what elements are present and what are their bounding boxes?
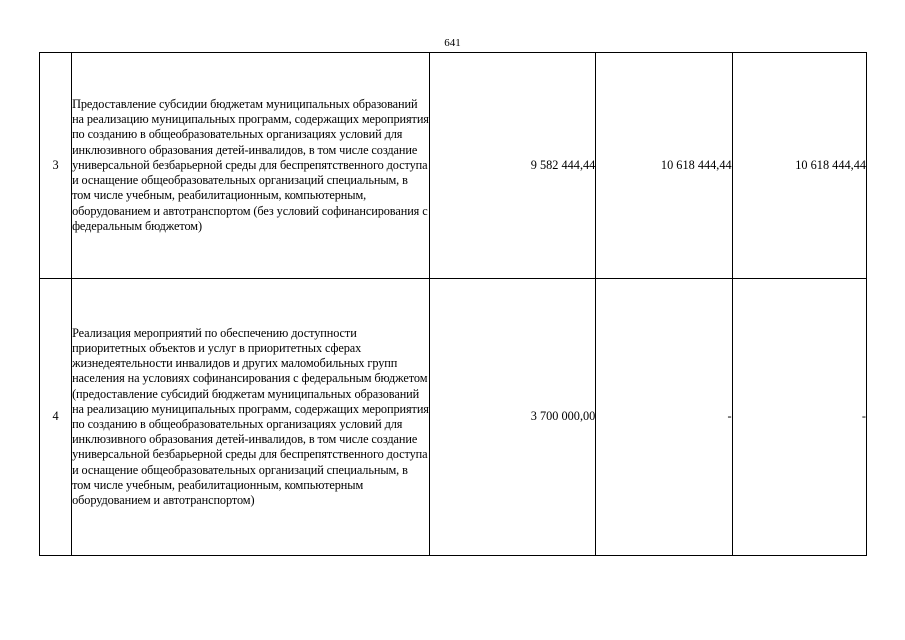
budget-table [39, 52, 867, 556]
page-number: 641 [444, 37, 461, 49]
table-row [40, 53, 867, 279]
table-row [40, 279, 867, 556]
row-value-1: 3 700 000,00 [429, 279, 595, 556]
row-value-1: 9 582 444,44 [429, 53, 595, 279]
row-value-3: 10 618 444,44 [732, 53, 866, 279]
row-number: 4 [40, 279, 72, 556]
row-description: Реализация мероприятий по обеспечению доступности приоритетных объектов и услуг в приоритетных сферах жизнедеятельности инвалидов и других маломобильных групп населения на условиях софинансирования с федеральным бюджетом (предоставление субсидий бюджетам муниципальных образований на реализацию муниципальных программ, содержащих мероприятия по созданию в общеобразовательных организациях условий для инклюзивного образования детей-инвалидов, в том числе создание универсальной безбарьерной среды для беспрепятственного доступа и оснащение общеобразовательных организаций специальным, в том числе учебным, реабилитационным, компьютерным оборудованием и автотранспортом) [72, 279, 430, 556]
row-number: 3 [40, 53, 72, 279]
row-description: Предоставление субсидии бюджетам муниципальных образований на реализацию муниципальных программ, содержащих мероприятия по созданию в общеобразовательных организациях условий для инклюзивного образования детей-инвалидов, в том числе создание универсальной безбарьерной среды для беспрепятственного доступа и оснащение общеобразовательных организаций специальным, в том числе учебным, реабилитационным, компьютерным, оборудованием и автотранспортом (без условий софинансирования с федеральным бюджетом) [72, 53, 430, 279]
row-value-3: - [732, 279, 866, 556]
row-value-2: 10 618 444,44 [596, 53, 732, 279]
row-value-2: - [596, 279, 732, 556]
